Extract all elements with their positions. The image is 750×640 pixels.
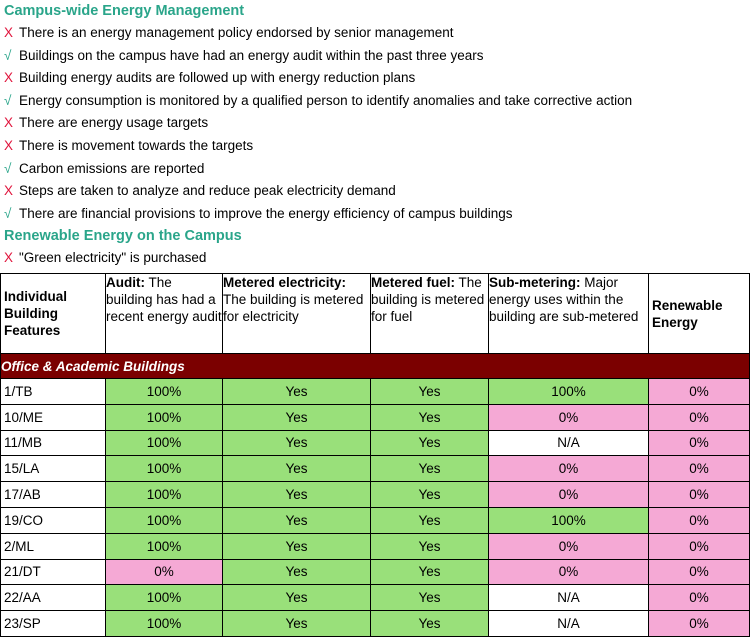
cell-sub-metering: 0%: [489, 482, 649, 508]
cell-audit: 100%: [106, 611, 223, 637]
cell-sub-metering: 0%: [489, 533, 649, 559]
checklist-item: [0, 112, 750, 135]
column-header-metered-electricity: Metered electricity: The building is metered for electricity: [223, 274, 371, 354]
checklist-item-text: There is an energy management policy endorsed by senior management: [19, 25, 454, 40]
checklist-item-text: "Green electricity" is purchased: [19, 250, 207, 266]
cell-sub-metering: N/A: [489, 585, 649, 611]
cell-metered-fuel: Yes: [371, 611, 489, 637]
cell-audit: 0%: [106, 559, 223, 585]
cell-metered-electricity: Yes: [223, 379, 371, 405]
cross-icon: X: [4, 115, 14, 131]
cell-metered-electricity: Yes: [223, 456, 371, 482]
cell-metered-electricity: Yes: [223, 507, 371, 533]
cell-audit: 100%: [106, 430, 223, 456]
cell-audit: 100%: [106, 533, 223, 559]
cell-metered-electricity: Yes: [223, 482, 371, 508]
section-title-energy-management: Campus-wide Energy Management: [4, 3, 245, 19]
cell-metered-fuel: Yes: [371, 533, 489, 559]
cell-sub-metering: 0%: [489, 559, 649, 585]
cell-audit: 100%: [106, 507, 223, 533]
cell-renewable: 0%: [649, 430, 750, 456]
checklist-item-text: Energy consumption is monitored by a qualified person to identify anomalies and take corrective action: [19, 92, 633, 108]
table-header-row: [1, 274, 750, 354]
cell-metered-fuel: Yes: [371, 585, 489, 611]
category-row: [1, 354, 750, 379]
checklist-item-text: Steps are taken to analyze and reduce peak electricity demand: [19, 183, 396, 199]
cell-renewable: 0%: [649, 533, 750, 559]
checklist-item-text: There are energy usage targets: [19, 115, 209, 131]
cell-building-name: 23/SP: [1, 611, 106, 637]
cell-audit: 100%: [106, 482, 223, 508]
checklist-item: [0, 203, 750, 226]
checklist-item-text: Buildings on the campus have had an energy audit within the past three years: [19, 47, 484, 63]
cross-icon: X: [4, 183, 14, 199]
cell-audit: 100%: [106, 404, 223, 430]
checklist-item: [0, 45, 750, 68]
cell-metered-fuel: Yes: [371, 404, 489, 430]
cell-building-name: 15/LA: [1, 456, 106, 482]
cell-sub-metering: 0%: [489, 456, 649, 482]
cell-metered-fuel: Yes: [371, 430, 489, 456]
table-row: [1, 456, 750, 482]
section-title-renewable-energy: Renewable Energy on the Campus: [4, 228, 242, 245]
cell-renewable: 0%: [649, 456, 750, 482]
cell-metered-electricity: Yes: [223, 611, 371, 637]
column-header-building: Individual Building Features: [1, 274, 106, 354]
cell-renewable: 0%: [649, 507, 750, 533]
cell-metered-electricity: Yes: [223, 430, 371, 456]
cell-metered-fuel: Yes: [371, 482, 489, 508]
cell-sub-metering: 100%: [489, 379, 649, 405]
checkmark-icon: √: [4, 160, 12, 176]
cell-metered-fuel: Yes: [371, 456, 489, 482]
cell-metered-electricity: Yes: [223, 404, 371, 430]
cell-renewable: 0%: [649, 585, 750, 611]
table-row: [1, 507, 750, 533]
checklist-item-text: Building energy audits are followed up with energy reduction plans: [19, 70, 416, 86]
cross-icon: X: [4, 137, 14, 153]
cell-metered-electricity: Yes: [223, 585, 371, 611]
table-row: [1, 379, 750, 405]
checkmark-icon: √: [4, 92, 12, 108]
cell-building-name: 21/DT: [1, 559, 106, 585]
cell-metered-electricity: Yes: [223, 559, 371, 585]
cross-icon: X: [4, 25, 14, 40]
checklist-item: [0, 90, 750, 113]
checklist-item-text: Carbon emissions are reported: [19, 160, 205, 176]
column-header-sub-metering: Sub-metering: Major energy uses within the building are sub-metered: [489, 274, 649, 354]
checklist-item: [0, 67, 750, 90]
table-row: [1, 482, 750, 508]
cell-building-name: 19/CO: [1, 507, 106, 533]
checklist-item: [0, 22, 750, 45]
checklist-item: [0, 158, 750, 181]
column-header-audit: Audit: The building has had a recent energy audit: [106, 274, 223, 354]
cell-renewable: 0%: [649, 559, 750, 585]
cell-audit: 100%: [106, 456, 223, 482]
cell-sub-metering: 0%: [489, 404, 649, 430]
cell-renewable: 0%: [649, 404, 750, 430]
cell-sub-metering: N/A: [489, 430, 649, 456]
table-row: [1, 533, 750, 559]
table-row: [1, 611, 750, 637]
cell-metered-electricity: Yes: [223, 533, 371, 559]
cell-audit: 100%: [106, 379, 223, 405]
cross-icon: X: [4, 70, 14, 86]
cell-building-name: 11/MB: [1, 430, 106, 456]
checkmark-icon: √: [4, 205, 12, 221]
checklist-item: [0, 180, 750, 203]
cell-metered-fuel: Yes: [371, 559, 489, 585]
cell-building-name: 2/ML: [1, 533, 106, 559]
cell-building-name: 10/ME: [1, 404, 106, 430]
cell-renewable: 0%: [649, 379, 750, 405]
checklist-item-text: There are financial provisions to improve the energy efficiency of campus buildings: [19, 205, 513, 221]
cell-building-name: 17/AB: [1, 482, 106, 508]
category-label: Office & Academic Buildings: [1, 354, 750, 379]
cell-metered-fuel: Yes: [371, 379, 489, 405]
cell-building-name: 22/AA: [1, 585, 106, 611]
checkmark-icon: √: [4, 47, 12, 63]
column-header-metered-fuel: Metered fuel: The building is metered for fuel: [371, 274, 489, 354]
checklist-item-text: There is movement towards the targets: [19, 137, 254, 153]
cell-audit: 100%: [106, 585, 223, 611]
checklist-item: [0, 247, 750, 270]
building-features-table: [0, 273, 750, 637]
cross-icon: X: [4, 250, 14, 266]
column-header-renewable: Renewable Energy: [649, 274, 750, 354]
table-row: [1, 404, 750, 430]
cell-renewable: 0%: [649, 611, 750, 637]
cell-renewable: 0%: [649, 482, 750, 508]
cell-sub-metering: 100%: [489, 507, 649, 533]
cell-sub-metering: N/A: [489, 611, 649, 637]
table-row: [1, 585, 750, 611]
cell-metered-fuel: Yes: [371, 507, 489, 533]
table-row: [1, 430, 750, 456]
checklist-item: [0, 135, 750, 158]
cell-building-name: 1/TB: [1, 379, 106, 405]
table-row: [1, 559, 750, 585]
